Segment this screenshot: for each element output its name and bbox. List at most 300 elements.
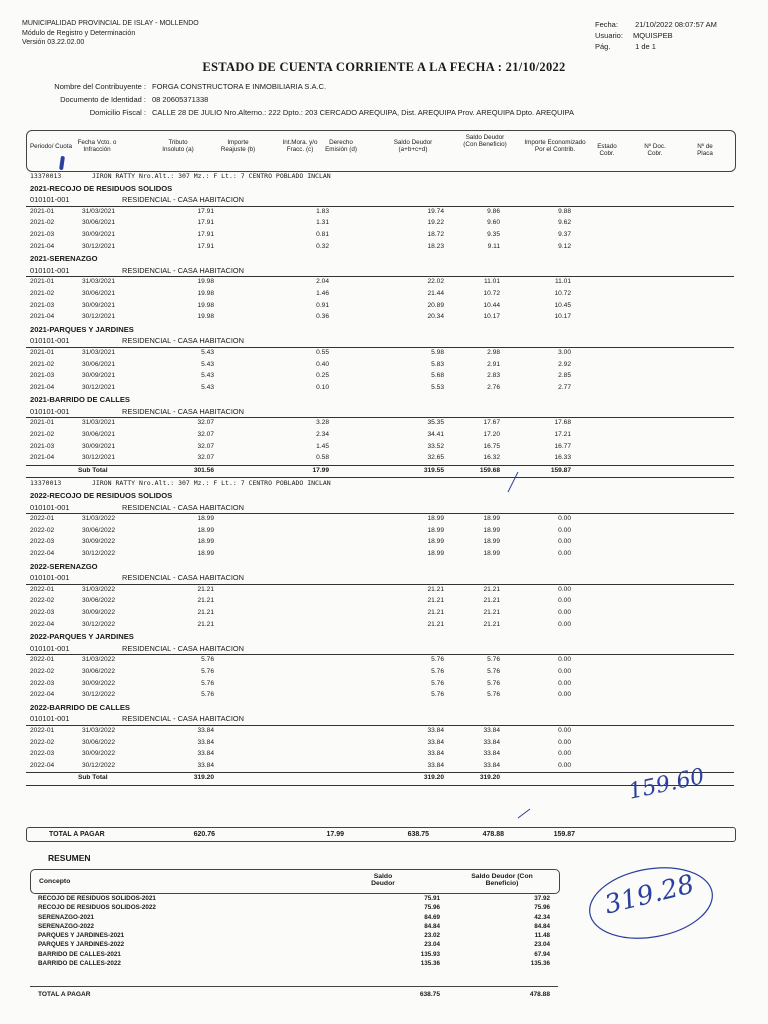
subtotal-saldo: 319.20 <box>423 774 444 782</box>
col-economizado: Importe Economizado Por el Contrib. <box>524 139 586 154</box>
table-row <box>26 207 734 219</box>
cell-economizado: 0.00 <box>558 667 571 675</box>
version: Versión 03.22.02.00 <box>22 39 85 46</box>
cell-fecha: 30/09/2022 <box>82 608 116 616</box>
resumen-col-beneficio: Saldo Deudor (Con Beneficio) <box>471 873 533 887</box>
total-label: TOTAL A PAGAR <box>49 831 105 838</box>
cell-fecha: 30/12/2021 <box>82 383 116 391</box>
fecha-value: 21/10/2022 08:07:57 AM <box>635 20 717 29</box>
section-desc: RESIDENCIAL - CASA HABITACION <box>122 406 244 416</box>
cell-economizado: 0.00 <box>558 726 571 734</box>
subtotal-beneficio: 319.20 <box>479 774 500 782</box>
cell-tributo: 5.43 <box>201 360 214 368</box>
total-mora: 17.99 <box>326 831 344 838</box>
section-title-text: 2021-RECOJO DE RESIDUOS SOLIDOS <box>30 183 173 193</box>
cell-periodo: 2022-03 <box>30 750 55 758</box>
cell-periodo: 2022-04 <box>30 691 55 699</box>
cell-saldo: 5.76 <box>431 679 444 687</box>
section-subtitle <box>26 572 734 585</box>
cell-economizado: 0.00 <box>558 738 571 746</box>
subtotal-tributo: 301.56 <box>193 466 214 474</box>
cell-periodo: 2022-02 <box>30 738 55 746</box>
cell-saldo: 35.35 <box>427 419 444 427</box>
cell-periodo: 2021-01 <box>30 278 55 286</box>
resumen-saldo: 135.93 <box>420 950 440 958</box>
cell-beneficio: 33.84 <box>483 750 500 758</box>
col-placa: Nº de Placa <box>697 143 713 158</box>
cell-beneficio: 21.21 <box>483 585 500 593</box>
table-row <box>26 371 734 383</box>
cell-tributo: 18.99 <box>197 550 214 557</box>
total-saldo: 638.75 <box>407 831 429 838</box>
cell-periodo: 2022-02 <box>30 597 55 605</box>
cell-beneficio: 33.84 <box>483 761 500 769</box>
cell-economizado: 10.72 <box>554 289 571 297</box>
col-periodo: Periodo/ Cuota <box>29 143 72 150</box>
table-row <box>26 383 734 395</box>
cell-beneficio: 21.21 <box>483 620 500 628</box>
doc-label: Documento de Identidad : <box>60 95 146 104</box>
cell-economizado: 11.01 <box>554 278 571 286</box>
cell-saldo: 19.22 <box>427 219 444 227</box>
cell-tributo: 18.99 <box>197 515 214 523</box>
cell-fecha: 30/06/2022 <box>82 738 116 746</box>
section-title <box>26 394 734 406</box>
section-title <box>26 631 734 643</box>
resumen-header <box>30 869 560 894</box>
resumen-row <box>38 941 558 950</box>
table-row <box>26 726 734 738</box>
section-title <box>26 183 734 195</box>
table-row <box>26 679 734 691</box>
section-title-text: 2021-PARQUES Y JARDINES <box>30 324 134 334</box>
cell-saldo: 33.52 <box>427 442 444 450</box>
cell-economizado: 16.33 <box>554 454 571 462</box>
cell-economizado: 0.00 <box>558 538 571 546</box>
cell-fecha: 30/09/2022 <box>82 538 116 546</box>
cell-periodo: 2022-04 <box>30 761 55 769</box>
cell-periodo: 2021-01 <box>30 348 55 356</box>
cell-tributo: 21.21 <box>197 597 214 605</box>
subtotal-tributo: 319.20 <box>193 774 214 782</box>
cell-fecha: 30/12/2021 <box>82 454 116 462</box>
cell-economizado: 9.62 <box>558 219 571 227</box>
table-row <box>26 277 734 289</box>
resumen-total-beneficio: 478.88 <box>529 991 550 998</box>
cell-saldo: 33.84 <box>427 726 444 734</box>
table-row <box>26 453 734 465</box>
resumen-concepto: PARQUES Y JARDINES-2022 <box>38 941 125 949</box>
subtotal-label: Sub Total <box>78 466 108 474</box>
cell-tributo: 17.91 <box>197 242 214 250</box>
cell-beneficio: 21.21 <box>483 597 500 605</box>
resumen-row <box>38 914 558 923</box>
cell-mora: 3.28 <box>316 419 329 427</box>
cell-economizado: 0.00 <box>558 597 571 605</box>
total-tributo: 620.76 <box>193 831 215 838</box>
property-code: 13370013 <box>30 172 62 180</box>
cell-tributo: 18.99 <box>197 538 214 546</box>
cell-fecha: 30/09/2022 <box>82 750 116 758</box>
section-desc: RESIDENCIAL - CASA HABITACION <box>122 265 244 275</box>
section-title <box>26 490 734 502</box>
cell-saldo: 34.41 <box>427 431 444 439</box>
table-row <box>26 749 734 761</box>
table-row <box>26 242 734 254</box>
cell-saldo: 19.74 <box>427 207 444 215</box>
cell-tributo: 19.98 <box>197 278 214 286</box>
section-title <box>26 324 734 336</box>
cell-mora: 0.32 <box>316 242 329 250</box>
cell-tributo: 33.84 <box>197 726 214 734</box>
resumen-concepto: PARQUES Y JARDINES-2021 <box>38 932 125 940</box>
property-address: JIRON RATTY Nro.Alt.: 307 Mz.: F Lt.: 7 CENTRO POBLADO INCLAN <box>92 479 331 488</box>
resumen-saldo: 75.96 <box>424 904 440 912</box>
cell-periodo: 2022-02 <box>30 526 55 534</box>
usuario-label: Usuario: <box>595 31 623 40</box>
resumen-row <box>38 923 558 932</box>
table-row <box>26 218 734 230</box>
resumen-total-label: TOTAL A PAGAR <box>38 991 91 998</box>
cell-tributo: 32.07 <box>197 419 214 427</box>
cell-economizado: 9.88 <box>558 207 571 215</box>
cell-tributo: 5.76 <box>201 656 214 664</box>
cell-economizado: 0.00 <box>558 608 571 616</box>
cell-economizado: 3.00 <box>558 348 571 356</box>
col-saldo: Saldo Deudor (a+b+c+d) <box>393 139 433 154</box>
subtotal-row <box>26 465 734 479</box>
table-row <box>26 585 734 597</box>
cell-mora: 0.40 <box>316 360 329 368</box>
cell-economizado: 0.00 <box>558 515 571 523</box>
section-title <box>26 561 734 573</box>
resumen-row <box>38 951 558 960</box>
cell-beneficio: 10.72 <box>483 289 500 297</box>
resumen-saldo: 84.84 <box>424 922 440 930</box>
section-subtitle <box>26 265 734 278</box>
section-title-text: 2022-PARQUES Y JARDINES <box>30 632 134 642</box>
subtotal-mora: 17.99 <box>312 466 329 474</box>
resumen-concepto: BARRIDO DE CALLES-2022 <box>38 960 121 968</box>
section-subtitle <box>26 335 734 348</box>
cell-beneficio: 2.83 <box>487 372 500 380</box>
cell-economizado: 0.00 <box>558 761 571 769</box>
section-subtitle <box>26 643 734 656</box>
table-row <box>26 620 734 632</box>
table-row <box>26 526 734 538</box>
table-row <box>26 230 734 242</box>
module-name: Módulo de Registro y Determinación <box>22 29 136 37</box>
table-header <box>26 130 736 172</box>
cell-beneficio: 18.99 <box>483 538 500 546</box>
cell-periodo: 2021-02 <box>30 431 55 439</box>
cell-periodo: 2022-03 <box>30 679 55 687</box>
section-title <box>26 702 734 714</box>
cell-periodo: 2021-02 <box>30 219 55 227</box>
table-row <box>26 360 734 372</box>
cell-periodo: 2022-01 <box>30 515 55 523</box>
cell-mora: 0.55 <box>316 348 329 356</box>
cell-periodo: 2022-04 <box>30 550 55 557</box>
section-title-text: 2021-BARRIDO DE CALLES <box>30 395 131 405</box>
cell-fecha: 30/12/2021 <box>82 242 116 250</box>
table-row <box>26 430 734 442</box>
cell-economizado: 2.77 <box>558 383 571 391</box>
cell-fecha: 31/03/2022 <box>82 515 116 523</box>
cell-tributo: 21.21 <box>197 585 214 593</box>
resumen-total-saldo: 638.75 <box>419 991 440 998</box>
cell-fecha: 30/06/2021 <box>82 360 116 368</box>
cell-beneficio: 16.75 <box>483 442 500 450</box>
table-row <box>26 348 734 360</box>
section-desc: RESIDENCIAL - CASA HABITACION <box>122 336 244 346</box>
nombre-value: FORGA CONSTRUCTORA E INMOBILIARIA S.A.C. <box>152 82 327 91</box>
cell-beneficio: 5.76 <box>487 679 500 687</box>
table-row <box>26 537 734 549</box>
cell-saldo: 18.72 <box>427 230 444 238</box>
cell-beneficio: 10.17 <box>483 313 500 321</box>
cell-saldo: 18.99 <box>427 538 444 546</box>
taxpayer-info <box>30 80 574 119</box>
cell-beneficio: 33.84 <box>483 726 500 734</box>
cell-tributo: 33.84 <box>197 761 214 769</box>
table-row <box>26 738 734 750</box>
cell-tributo: 5.43 <box>201 383 214 391</box>
cell-economizado: 0.00 <box>558 526 571 534</box>
property-address: JIRON RATTY Nro.Alt.: 307 Mz.: F Lt.: 7 CENTRO POBLADO INCLAN <box>92 172 331 180</box>
cell-saldo: 21.21 <box>427 620 444 628</box>
cell-saldo: 20.89 <box>427 301 444 309</box>
account-table <box>26 171 734 786</box>
domicilio-value: CALLE 28 DE JULIO Nro.Alterno.: 222 Dpto.: 203 CERCADO AREQUIPA, Dist. AREQUIPA Prov. AREQUIPA Dpto. AREQUIPA <box>152 108 574 117</box>
resumen-row <box>38 904 558 913</box>
cell-tributo: 5.76 <box>201 667 214 675</box>
col-reajuste: Importe Reajuste (b) <box>220 139 256 154</box>
section-code: 010101-001 <box>30 502 70 512</box>
section-title-text: 2022-SERENAZGO <box>30 561 98 571</box>
cell-tributo: 21.21 <box>197 620 214 628</box>
cell-fecha: 30/12/2022 <box>82 620 116 628</box>
section-desc: RESIDENCIAL - CASA HABITACION <box>122 195 244 205</box>
cell-economizado: 0.00 <box>558 656 571 664</box>
section-code: 010101-001 <box>30 336 70 346</box>
nombre-label: Nombre del Contribuyente : <box>54 82 146 91</box>
cell-economizado: 10.45 <box>554 301 571 309</box>
cell-beneficio: 5.76 <box>487 667 500 675</box>
cell-saldo: 18.99 <box>427 526 444 534</box>
resumen-row <box>38 895 558 904</box>
cell-periodo: 2021-04 <box>30 383 55 391</box>
cell-fecha: 30/09/2021 <box>82 372 116 380</box>
cell-economizado: 0.00 <box>558 691 571 699</box>
col-tributo: Tributo Insoluto (a) <box>162 139 194 154</box>
cell-periodo: 2022-04 <box>30 620 55 628</box>
table-row <box>26 549 734 561</box>
cell-periodo: 2021-03 <box>30 372 55 380</box>
cell-saldo: 18.99 <box>427 550 444 557</box>
cell-mora: 1.46 <box>316 289 329 297</box>
cell-periodo: 2021-03 <box>30 301 55 309</box>
org-header <box>22 19 199 48</box>
cell-fecha: 31/03/2022 <box>82 656 116 664</box>
cell-economizado: 2.85 <box>558 372 571 380</box>
cell-beneficio: 9.35 <box>487 230 500 238</box>
cell-mora: 0.91 <box>316 301 329 309</box>
section-title <box>26 253 734 265</box>
pag-value: 1 de 1 <box>635 42 656 51</box>
cell-tributo: 5.76 <box>201 691 214 699</box>
table-row <box>26 608 734 620</box>
handwritten-note-1: 159.60 <box>626 764 707 805</box>
total-beneficio: 478.88 <box>482 831 504 838</box>
resumen-beneficio: 37.92 <box>534 895 550 902</box>
handwritten-checkmarks <box>390 462 620 822</box>
cell-economizado: 0.00 <box>558 750 571 758</box>
pag-label: Pág. <box>595 42 611 51</box>
cell-tributo: 18.99 <box>197 526 214 534</box>
cell-fecha: 30/12/2022 <box>82 761 116 769</box>
resumen-col-concepto: Concepto <box>39 878 71 885</box>
table-row <box>26 761 734 773</box>
cell-periodo: 2021-03 <box>30 230 55 238</box>
cell-saldo: 33.84 <box>427 761 444 769</box>
cell-periodo: 2022-03 <box>30 608 55 616</box>
section-desc: RESIDENCIAL - CASA HABITACION <box>122 573 244 583</box>
cell-periodo: 2022-01 <box>30 726 55 734</box>
cell-fecha: 31/03/2022 <box>82 726 116 734</box>
table-row <box>26 514 734 526</box>
cell-periodo: 2021-04 <box>30 454 55 462</box>
section-desc: RESIDENCIAL - CASA HABITACION <box>122 714 244 724</box>
cell-saldo: 20.34 <box>427 313 444 321</box>
col-doc: Nº Doc. Cobr. <box>644 143 666 158</box>
table-row <box>26 596 734 608</box>
cell-mora: 1.83 <box>316 207 329 215</box>
cell-beneficio: 17.67 <box>483 419 500 427</box>
col-mora: Int.Mora. y/o Fracc. (c) <box>282 139 318 154</box>
cell-fecha: 30/12/2022 <box>82 550 116 557</box>
cell-beneficio: 2.98 <box>487 348 500 356</box>
cell-saldo: 5.68 <box>431 372 444 380</box>
cell-mora: 0.36 <box>316 313 329 321</box>
cell-periodo: 2022-02 <box>30 667 55 675</box>
cell-fecha: 30/06/2021 <box>82 289 116 297</box>
cell-fecha: 30/06/2022 <box>82 526 116 534</box>
cell-tributo: 19.98 <box>197 301 214 309</box>
cell-saldo: 21.21 <box>427 597 444 605</box>
cell-fecha: 30/06/2021 <box>82 219 116 227</box>
cell-tributo: 33.84 <box>197 738 214 746</box>
cell-periodo: 2021-02 <box>30 289 55 297</box>
cell-tributo: 17.91 <box>197 230 214 238</box>
cell-beneficio: 2.91 <box>487 360 500 368</box>
section-code: 010101-001 <box>30 643 70 653</box>
cell-mora: 0.81 <box>316 230 329 238</box>
table-row <box>26 442 734 454</box>
resumen-saldo: 23.04 <box>424 941 440 949</box>
section-title-text: 2021-SERENAZGO <box>30 254 98 264</box>
property-header <box>26 478 734 490</box>
section-subtitle <box>26 406 734 419</box>
resumen-concepto: BARRIDO DE CALLES-2021 <box>38 950 121 958</box>
cell-economizado: 17.21 <box>554 431 571 439</box>
cell-beneficio: 9.60 <box>487 219 500 227</box>
cell-tributo: 5.43 <box>201 348 214 356</box>
cell-periodo: 2021-02 <box>30 360 55 368</box>
cell-periodo: 2021-01 <box>30 419 55 427</box>
resumen-saldo: 75.91 <box>424 895 440 902</box>
cell-mora: 1.45 <box>316 442 329 450</box>
resumen-row <box>38 960 558 969</box>
cell-saldo: 21.21 <box>427 608 444 616</box>
resumen-beneficio: 42.34 <box>534 913 550 921</box>
subtotal-label: Sub Total <box>78 774 108 782</box>
cell-saldo: 5.98 <box>431 348 444 356</box>
report-meta <box>595 19 717 52</box>
cell-tributo: 21.21 <box>197 608 214 616</box>
cell-saldo: 33.84 <box>427 750 444 758</box>
cell-saldo: 5.53 <box>431 383 444 391</box>
resumen-title: RESUMEN <box>48 853 91 863</box>
table-row <box>26 667 734 679</box>
resumen-concepto: RECOJO DE RESIDUOS SOLIDOS-2021 <box>38 895 156 902</box>
cell-fecha: 31/03/2021 <box>82 278 116 286</box>
cell-beneficio: 11.01 <box>483 278 500 286</box>
table-row <box>26 655 734 667</box>
cell-beneficio: 33.84 <box>483 738 500 746</box>
cell-saldo: 5.76 <box>431 691 444 699</box>
property-code: 13370013 <box>30 479 62 488</box>
table-row <box>26 418 734 430</box>
usuario-value: MQUISPEB <box>633 31 673 40</box>
cell-mora: 0.10 <box>316 383 329 391</box>
cell-economizado: 16.77 <box>554 442 571 450</box>
cell-mora: 0.58 <box>316 454 329 462</box>
cell-economizado: 0.00 <box>558 585 571 593</box>
cell-fecha: 30/06/2022 <box>82 597 116 605</box>
cell-periodo: 2021-03 <box>30 442 55 450</box>
section-title-text: 2022-RECOJO DE RESIDUOS SOLIDOS <box>30 491 173 501</box>
cell-saldo: 5.76 <box>431 656 444 664</box>
resumen-saldo: 23.02 <box>424 932 440 940</box>
cell-economizado: 9.37 <box>558 230 571 238</box>
cell-saldo: 5.76 <box>431 667 444 675</box>
cell-fecha: 30/12/2021 <box>82 313 116 321</box>
cell-beneficio: 18.99 <box>483 550 500 557</box>
cell-beneficio: 5.76 <box>487 691 500 699</box>
domicilio-label: Domicilio Fiscal : <box>89 108 146 117</box>
resumen-beneficio: 11.48 <box>534 932 550 940</box>
col-derecho: Derecho Emisión (d) <box>325 139 357 154</box>
cell-mora: 2.04 <box>316 278 329 286</box>
section-code: 010101-001 <box>30 265 70 275</box>
resumen-beneficio: 23.04 <box>534 941 550 949</box>
subtotal-beneficio: 159.68 <box>479 466 500 474</box>
cell-fecha: 31/03/2021 <box>82 348 116 356</box>
section-subtitle <box>26 713 734 726</box>
cell-saldo: 18.99 <box>427 515 444 523</box>
cell-tributo: 5.43 <box>201 372 214 380</box>
cell-fecha: 30/09/2021 <box>82 230 116 238</box>
cell-saldo: 22.02 <box>427 278 444 286</box>
cell-economizado: 10.17 <box>554 313 571 321</box>
cell-saldo: 5.83 <box>431 360 444 368</box>
cell-tributo: 32.07 <box>197 442 214 450</box>
col-beneficio: Saldo Deudor (Con Beneficio) <box>463 134 507 149</box>
cell-saldo: 18.23 <box>427 242 444 250</box>
resumen-concepto: SERENAZGO-2022 <box>38 922 94 930</box>
resumen-beneficio: 67.94 <box>534 950 550 958</box>
